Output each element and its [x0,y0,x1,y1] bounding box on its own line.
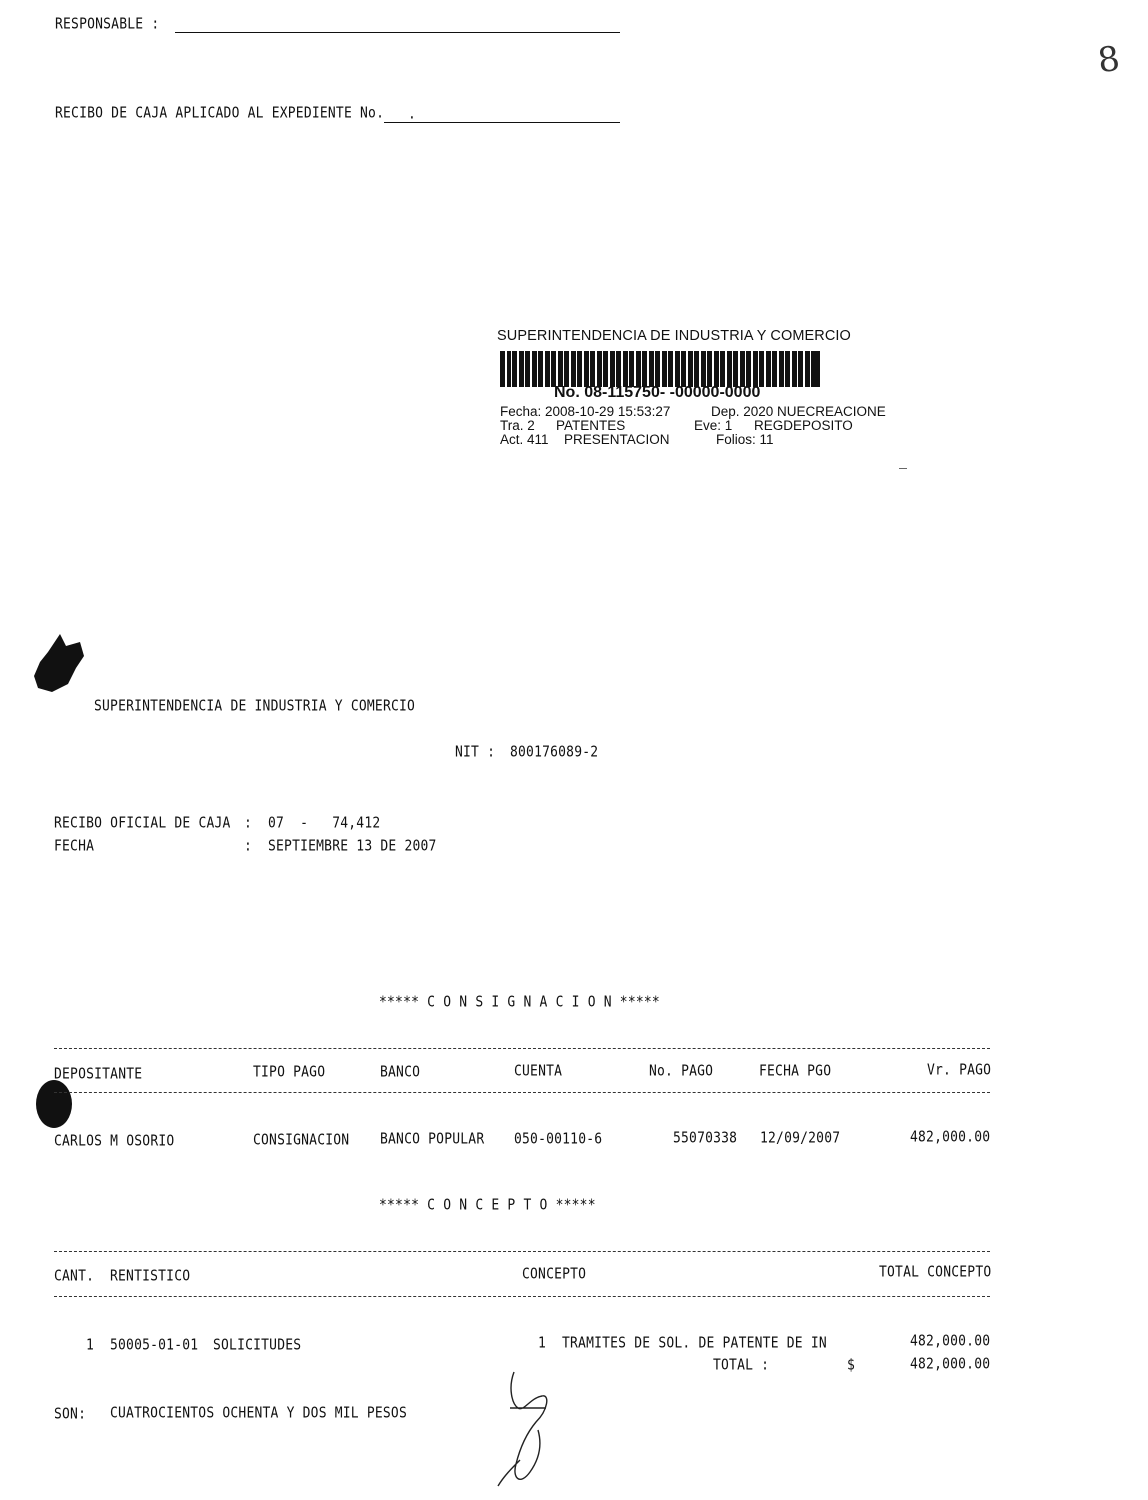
responsable-label: RESPONSABLE : [55,16,160,34]
recibo-label: RECIBO OFICIAL DE CAJA [54,815,231,833]
cell-depositante: CARLOS M OSORIO [54,1133,175,1151]
cell-total-concepto: 482,000.00 [910,1333,991,1351]
total-value: 482,000.00 [910,1356,991,1374]
col-concepto: CONCEPTO [522,1266,587,1284]
expediente-value: . [408,106,417,124]
signature [490,1368,560,1490]
cell-no-pago: 55070338 [673,1130,738,1148]
col-no-pago: No. PAGO [649,1063,714,1081]
cell-rentistico-desc: SOLICITUDES [213,1337,302,1355]
divider [54,1048,990,1049]
col-banco: BANCO [380,1064,421,1082]
total-label: TOTAL : [713,1357,770,1375]
cell-cuenta: 050-00110-6 [514,1131,603,1149]
col-fecha-pgo: FECHA PGO [759,1063,832,1081]
stamp-eve-value: REGDEPOSITO [754,418,853,433]
fecha-sep: : [244,838,253,856]
cell-concepto-cant: 1 [538,1335,547,1353]
col-vr-pago: Vr. PAGO [927,1062,992,1080]
responsable-line [175,32,620,33]
stamp-act: Act. 411 [500,432,549,447]
col-tipo-pago: TIPO PAGO [253,1064,326,1082]
currency-sign: $ [847,1357,856,1375]
stamp-tra-value: PATENTES [556,418,626,433]
cell-rentistico: 50005-01-01 [110,1337,199,1355]
stamp-entity: SUPERINTENDENCIA DE INDUSTRIA Y COMERCIO [497,328,851,344]
col-cuenta: CUENTA [514,1063,563,1081]
nit-value: 800176089-2 [510,744,599,762]
col-depositante: DEPOSITANTE [54,1066,143,1084]
stamp-mark [899,468,907,469]
son-label: SON: [54,1406,87,1424]
barcode [500,351,820,387]
cell-tipo-pago: CONSIGNACION [253,1132,350,1150]
consignacion-title: ***** C O N S I G N A C I O N ***** [379,994,660,1012]
stamp-number: No. 08-115750- -00000-0000 [554,384,761,401]
col-rentistico: RENTISTICO [110,1268,191,1286]
concepto-title: ***** C O N C E P T O ***** [379,1197,596,1215]
ink-blot-2 [32,1078,76,1130]
cell-concepto: TRAMITES DE SOL. DE PATENTE DE IN [562,1335,827,1353]
stamp-dep: Dep. 2020 NUECREACIONE [711,404,886,419]
nit-label: NIT : [455,744,496,762]
ink-blot [30,632,90,694]
divider [54,1296,990,1297]
col-cant: CANT. [54,1268,95,1286]
divider [54,1251,990,1252]
stamp-eve: Eve: 1 [694,418,733,433]
stamp-fecha: Fecha: 2008-10-29 15:53:27 [500,404,671,419]
cell-banco: BANCO POPULAR [380,1131,485,1149]
stamp-act-value: PRESENTACION [564,432,670,447]
fecha-label: FECHA [54,838,95,856]
recibo-value: 07 - 74,412 [268,815,381,833]
fecha-value: SEPTIEMBRE 13 DE 2007 [268,838,437,856]
expediente-line [384,122,620,123]
divider [54,1092,990,1093]
stamp-folios: Folios: 11 [716,432,774,447]
page-mark: 8 [1095,38,1123,82]
stamp-tra: Tra. 2 [500,418,535,433]
col-total-concepto: TOTAL CONCEPTO [879,1264,992,1282]
cell-vr-pago: 482,000.00 [910,1129,991,1147]
cell-fecha-pgo: 12/09/2007 [760,1130,841,1148]
recibo-sep: : [244,815,253,833]
recibo-aplicado-label: RECIBO DE CAJA APLICADO AL EXPEDIENTE No. [55,105,385,123]
receipt-entity: SUPERINTENDENCIA DE INDUSTRIA Y COMERCIO [94,698,416,716]
son-value: CUATROCIENTOS OCHENTA Y DOS MIL PESOS [110,1405,407,1423]
cell-cant: 1 [86,1337,95,1355]
